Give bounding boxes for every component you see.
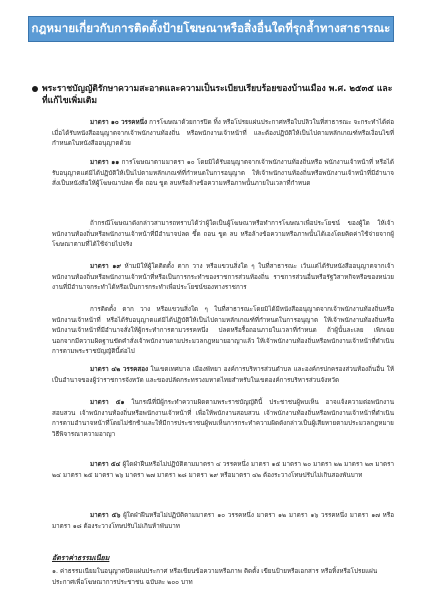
section-label: มาตรา ๕๑ xyxy=(90,399,125,406)
section-text: ในเขตเทศบาล เมืองพัทยา องค์การบริหารส่วนตำบล และองค์กรปกครองส่วนท้องถิ่นอื่น ให้เป็นอำนาจของผู้ว่าราชการจังหวัด และของปลัดกระทรวงมหาดไทยสำหรับในเขตองค์การบริหารส่วนจังหวัด xyxy=(52,366,394,384)
paragraph-section-19 xyxy=(52,262,394,294)
section-text: ถ้ากรณีโฆษณาดังกล่าวสามารถทราบได้ว่าผู้ใดเป็นผู้โฆษณาหรือทำการโฆษณาเพื่อประโยชน์ ของผู้ใด ให้เจ้าพนักงานท้องถิ่นหรือพนักงานเจ้าหน้าที่มีอำนาจปลด ขึ้ด ถอน ขูด ลบ หรือล้างข้อความหรือภาพนั้นได้เองโดยคิดค่าใช้จ่ายจากผู้โฆษณาตามที่ได้ใช้จ่ายไปจริง xyxy=(52,220,394,249)
fee-heading: อัตราค่าธรรมเนียม xyxy=(52,554,110,562)
paragraph-section-42 xyxy=(52,365,394,386)
paragraph-section-10 xyxy=(52,118,394,150)
paragraph-section-54 xyxy=(52,460,394,481)
section-label: มาตรา ๑๑ xyxy=(90,159,120,166)
paragraph-section-56 xyxy=(52,511,394,532)
paragraph-section-11 xyxy=(52,158,394,190)
fee-item: ๑. ค่าธรรมเนียมในอนุญาตปิดแผ่นประกาศ หรือเขียนข้อความหรือภาพ ติดตั้ง เขียนป้ายหรือเอกสาร หรือทิ้งหรือโปรยแผ่นประกาศเพื่อโฆษณาการประชาชน ฉบับละ ๒๐๐ บาท xyxy=(52,568,378,586)
section-text: ผู้ใดฝ่าฝืนหรือไม่ปฏิบัติตามมาตรา ๔ วรรคหนึ่ง มาตรา ๑๕ มาตรา ๒๐ มาตรา ๒๒ มาตรา ๒๓ มาตรา ๒๔ มาตรา ๒๕ มาตรา ๒๖ มาตรา ๒๗ มาตรา ๒๘ มาตรา ๒๙ หรือมาตรา ๔๒ ต้องระวางโทษปรับไม่เกินสองพันบาท xyxy=(52,461,395,479)
page-title: กฎหมายเกี่ยวกับการติดตั้งป้ายโฆษณาหรือสิ่งอื่นใดที่รุกล้ำทางสาธารณะ xyxy=(28,16,394,42)
paragraph-section-19-cont xyxy=(52,305,394,358)
section-label: มาตรา ๑๙ xyxy=(90,263,122,270)
section-label: มาตรา ๑๐ วรรคหนึ่ง xyxy=(90,119,148,126)
paragraph-section-51 xyxy=(52,398,394,440)
paragraph-section-11-cont xyxy=(52,219,394,251)
section-label: มาตรา ๕๖ xyxy=(90,512,121,519)
section-text: ห้ามมิให้ผู้ใดติดตั้ง ตาก วาง หรือแขวนสิ่งใด ๆ ในที่สาธารณะ เว้นแต่ได้รับหนังสืออนุญาตจากเจ้าพนักงานท้องถิ่นหรือพนักงานเจ้าหน้าที่หรือเป็นการกระทำของราชการส่วนท้องถิ่น ราชการส่วนอื่นหรือรัฐวิสาหกิจหรือของหน่วยงานที่มีอำนาจกระทำได้หรือเป็นการกระทำเพื่อประโยชน์ของทางราชการ xyxy=(52,263,394,292)
section-text: การติดตั้ง ตาก วาง หรือแขวนสิ่งใด ๆ ในที่สาธารณะโดยมิได้มีหนังสืออนุญาตจากเจ้าพนักงานท้องถิ่นหรือพนักงานเจ้าหน้าที่ หรือได้รับอนุญาตแต่มิได้ปฏิบัติให้เป็นไปตามหลักเกณฑ์ที่กำหนดในการอนุญาต ให้เจ้าพนักงานท้องถิ่นหรือพนักงานเจ้าหน้าที่มีอำนาจสั่งให้ผู้กระทำการตามวรรคหนึ่ง ปลดหรือรื้อถอนภายในเวลาที่กำหนด ถ้าผู้นั้นละเลย เพิกเฉย นอกจากมีความผิดฐานขัดคำสั่งเจ้าพนักงานตามประมวลกฎหมายอาญาแล้ว ให้เจ้าพนักงานท้องถิ่นหรือพนักงานเจ้าหน้าที่ดำเนินการตามพระราชบัญญัตินี้ต่อไป xyxy=(52,306,394,356)
section-label: มาตรา ๕๔ xyxy=(90,461,121,468)
section-text: ในกรณีที่มีผู้กระทำความผิดตามพระราชบัญญัตินี้ ประชาชนผู้พบเห็น อาจแจ้งความต่อพนักงานสอบสวน เจ้าพนักงานท้องถิ่นหรือพนักงานเจ้าหน้าที่ เพื่อให้พนักงานสอบสวน เจ้าพนักงานท้องถิ่นหรือพนักงานเจ้าหน้าที่ดำเนินการตามอำนาจหน้าที่โดยไม่ชักช้าและให้มีการประชาชนผู้พบเห็นการกระทำความผิดดังกล่าวเป็นผู้เสียหายตามประมวลกฎหมายวิธีพิจารณาความอาญา xyxy=(52,399,395,438)
section-text: การโฆษณาตามมาตรา ๑๐ โดยมิได้รับอนุญาตจากเจ้าพนักงานท้องถิ่นหรือ พนักงานเจ้าหน้าที่ หรือได้รับอนุญาตแต่มิได้ปฏิบัติให้เป็นไปตามหลักเกณฑ์ที่กำหนดในการอนุญาต ให้เจ้าพนักงานท้องถิ่นหรือพนักงานเจ้าหน้าที่มีอำนาจสั่งเป็นหนังสือให้ผู้โฆษณาปลด ขึ้ด ถอน ขูด ลบหรือล้างข้อความหรือภาพนั้นภายในเวลาที่กำหนด xyxy=(52,159,395,188)
section-text: การโฆษณาด้วยการปิด ทิ้ง หรือโปรยแผ่นประกาศหรือใบปลิวในที่สาธารณะ จะกระทำได้ต่อเมื่อได้รับหนังสืออนุญาตจากเจ้าพนักงานท้องถิ่น หรือพนักงานเจ้าหน้าที่ และต้องปฏิบัติให้เป็นไปตามหลักเกณฑ์หรือเงื่อนไขที่กำหนดในหนังสืออนุญาตด้วย xyxy=(52,119,394,148)
bullet-icon xyxy=(32,86,38,92)
section-text: ผู้ใดฝ่าฝืนหรือไม่ปฏิบัติตามมาตรา ๑๐ วรรคหนึ่ง มาตรา ๑๒ มาตรา ๑๖ วรรคหนึ่ง มาตรา ๑๗ หรือมาตรา ๑๘ ต้องระวางโทษปรับไม่เกินห้าพันบาท xyxy=(52,512,394,530)
section-label: มาตรา ๔๒ วรรคสอง xyxy=(90,366,149,373)
section-heading: พระราชบัญญัติรักษาความสะอาดและความเป็นระเบียบเรียบร้อยของบ้านเมือง พ.ศ. ๒๕๓๕ และที่แก้ไขเพิ่มเติม xyxy=(42,84,393,106)
